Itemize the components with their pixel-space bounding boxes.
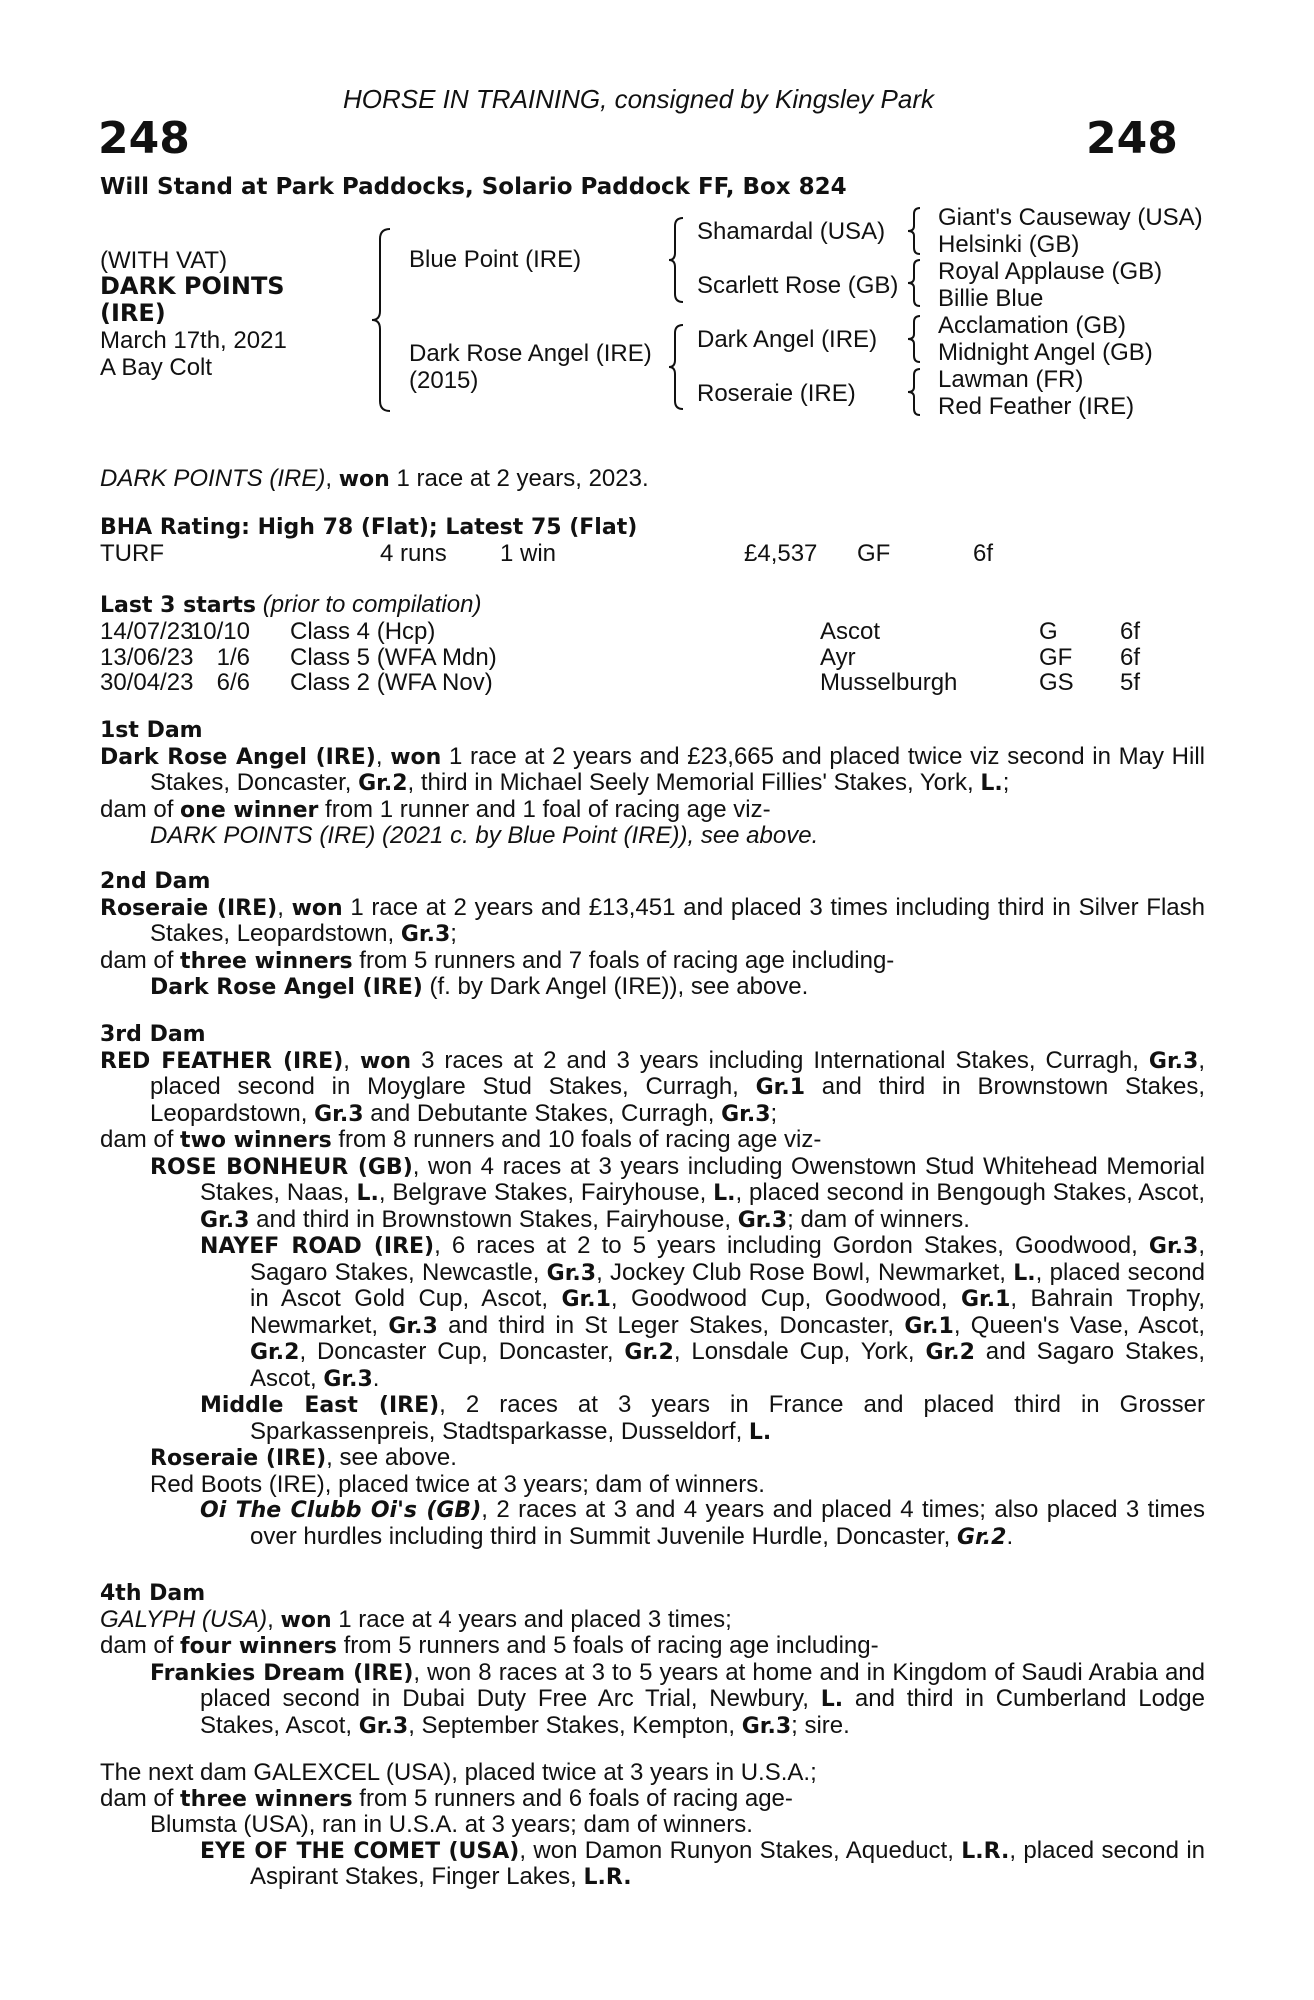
fourth-dam-produce: dam of four winners from 5 runners and 5 foals of racing age including- (100, 1632, 879, 1659)
pedigree-sdd: Billie Blue (938, 285, 1044, 312)
pedigree-brace-1 (370, 225, 400, 415)
first-dam-record: Dark Rose Angel (IRE), won 1 race at 2 years and £23,665 and placed twice viz second in May Hill Stakes, Doncaster, Gr.2, third in Michael Seely Memorial Fillies' Stakes, York, L.; (100, 742, 1205, 796)
offspring-middle-east: Middle East (IRE), 2 races at 3 years in France and placed third in Grosser Sparkassenpreis, Stadtsparkasse, Dusseldorf, L. (200, 1391, 1206, 1445)
start-position: 6/6 (216, 669, 250, 696)
start-course: Ascot (820, 618, 881, 645)
pedigree-dss: Acclamation (GB) (938, 312, 1127, 339)
pedigree-sire-sire: Shamardal (USA) (697, 218, 886, 245)
record-going: GF (857, 540, 891, 567)
first-dam-section (100, 718, 1205, 849)
first-dam-won: won (390, 744, 442, 770)
grade-label: Gr.2 (358, 771, 408, 796)
start-class: Class 5 (WFA Mdn) (290, 643, 497, 671)
second-dam-name: Roseraie (IRE) (100, 895, 278, 921)
start-date: 30/04/23 (100, 669, 194, 696)
start-class: Class 2 (WFA Nov) (290, 669, 493, 696)
next-dam-produce: dam of three winners from 5 runners and 6 foals of racing age- (100, 1784, 793, 1812)
start-position: 1/6 (216, 643, 250, 671)
offspring-blumsta: Blumsta (USA), ran in U.S.A. at 3 years; dam of winners. (150, 1811, 753, 1838)
bha-rating: BHA Rating: High 78 (Flat); Latest 75 (Flat) (100, 515, 638, 540)
pedigree-dsd: Midnight Angel (GB) (938, 339, 1153, 366)
pedigree-dam: Dark Rose Angel (IRE) (409, 340, 652, 367)
turf-record (100, 540, 1210, 568)
pedigree-brace-2 (667, 215, 691, 305)
offspring-frankies-dream: Frankies Dream (IRE), won 8 races at 3 to 5 years at home and in Kingdom of Saudi Arabia and placed second in Dubai Duty Free Arc Trial, Newbury, L. and third in Cumberland Lodge Stakes, Ascot, Gr.3, September Stakes, Kempton, Gr.3; sire. (150, 1658, 1205, 1739)
record-wins: 1 win (500, 540, 557, 567)
fourth-dam-record: GALYPH (USA), won 1 race at 4 years and placed 3 times; (100, 1605, 732, 1633)
pedigree-dam-year: (2015) (409, 367, 479, 394)
pedigree-dam-sire: Dark Angel (IRE) (697, 326, 878, 353)
start-date: 14/07/23 (100, 618, 194, 645)
foaling-date: March 17th, 2021 (100, 327, 287, 354)
first-dam-heading: 1st Dam (100, 718, 203, 743)
second-dam-produce: dam of three winners from 5 runners and 7 foals of racing age including- (100, 946, 895, 974)
last-starts-note: (prior to compilation) (262, 591, 482, 618)
start-going: G (1039, 618, 1058, 645)
first-dam-name: Dark Rose Angel (IRE) (100, 744, 376, 770)
pedigree-ddd: Red Feather (IRE) (938, 393, 1135, 420)
pedigree-brace-7 (906, 367, 928, 417)
next-dam-record: The next dam GALEXCEL (USA), placed twice at 3 years in U.S.A.; (100, 1759, 817, 1786)
fourth-dam-name: GALYPH (USA) (100, 1605, 268, 1633)
record-prize: £4,537 (744, 540, 818, 567)
pedigree-ssd: Helsinki (GB) (938, 231, 1080, 258)
catalogue-subtitle: HORSE IN TRAINING, consigned by Kingsley Park (343, 84, 934, 114)
lot-number-left: 248 (98, 113, 190, 164)
record-distance: 6f (973, 540, 994, 567)
offspring-rose-bonheur: ROSE BONHEUR (GB), won 4 races at 3 years including Owenstown Stud Whitehead Memorial Stakes, Naas, L., Belgrave Stakes, Fairyhouse, L., placed second in Bengough Stakes, Ascot, Gr.3 and third in Brownstown Stakes, Fairyhouse, Gr.3; dam of winners. (150, 1152, 1206, 1233)
pedigree-brace-4 (906, 206, 928, 256)
third-dam-section (100, 1022, 1205, 1550)
fourth-dam-heading: 4th Dam (100, 1581, 206, 1606)
offspring-red-boots: Red Boots (IRE), placed twice at 3 years; dam of winners. (150, 1470, 765, 1498)
third-dam-name: RED FEATHER (IRE) (100, 1048, 344, 1074)
pedigree-brace-5 (906, 258, 928, 308)
start-date: 13/06/23 (100, 643, 194, 671)
third-dam-heading: 3rd Dam (100, 1022, 206, 1047)
offspring-oi-the-clubb: Oi The Clubb Oi's (GB), 2 races at 3 and 4 years and placed 4 times; also placed 3 times over hurdles including third in Summit Juvenile Hurdle, Doncaster, Gr.2. (200, 1496, 1205, 1550)
lot-number-right: 248 (1086, 113, 1178, 164)
next-dam-section (100, 1760, 1205, 1891)
start-row (100, 669, 1210, 695)
horse-description: A Bay Colt (100, 354, 213, 381)
fourth-dam-section (100, 1581, 1205, 1739)
race-summary: DARK POINTS (IRE), won 1 race at 2 years, 2023. (100, 465, 649, 492)
start-distance: 6f (1120, 618, 1141, 645)
start-row (100, 618, 1210, 644)
start-distance: 5f (1120, 669, 1141, 696)
record-surface: TURF (100, 540, 164, 567)
listed-label: L. (980, 771, 1003, 796)
stand-location: Will Stand at Park Paddocks, Solario Paddock FF, Box 824 (100, 174, 847, 200)
offspring-nayef-road: NAYEF ROAD (IRE), 6 races at 2 to 5 years including Gordon Stakes, Goodwood, Gr.3, Sagaro Stakes, Newcastle, Gr.3, Jockey Club Rose Bowl, Newmarket, L., placed second in Ascot Gold Cup, Ascot, Gr.1, Goodwood Cup, Goodwood, Gr.1, Bahrain Trophy, Newmarket, Gr.3 and third in St Leger Stakes, Doncaster, Gr.1, Queen's Vase, Ascot, Gr.2, Doncaster Cup, Doncaster, Gr.2, Lonsdale Cup, York, Gr.2 and Sagaro Stakes, Ascot, Gr.3. (200, 1232, 1206, 1392)
offspring-eye-of-the-comet: EYE OF THE COMET (USA), won Damon Runyon Stakes, Aqueduct, L.R., placed second in Aspirant Stakes, Finger Lakes, L.R. (200, 1836, 1206, 1890)
start-going: GS (1039, 669, 1074, 696)
start-position: 10/10 (189, 618, 250, 645)
offspring-roseraie: Roseraie (IRE), see above. (150, 1444, 457, 1471)
second-dam-record: Roseraie (IRE), won 1 race at 2 years and £13,451 and placed 3 times including third in Silver Flash Stakes, Leopardstown, Gr.3; (100, 893, 1205, 947)
last-starts-heading (100, 592, 481, 617)
horse-name: DARK POINTS (100, 272, 285, 300)
pedigree-dam-dam: Roseraie (IRE) (697, 380, 856, 407)
start-class: Class 4 (Hcp) (290, 618, 436, 645)
start-row (100, 644, 1210, 670)
pedigree-dds: Lawman (FR) (938, 366, 1084, 393)
second-dam-section (100, 869, 1205, 1001)
vat-note: (WITH VAT) (100, 247, 228, 274)
pedigree-sire-dam: Scarlett Rose (GB) (697, 272, 899, 299)
pedigree-brace-6 (906, 314, 928, 364)
summary-won: won (338, 467, 390, 492)
pedigree-sds: Royal Applause (GB) (938, 258, 1163, 285)
second-dam-heading: 2nd Dam (100, 869, 211, 894)
third-dam-record: RED FEATHER (IRE), won 3 races at 2 and 3 years including International Stakes, Curragh, Gr.3, placed second in Moyglare Stud Stakes, Curragh, Gr.1 and third in Brownstown Stakes, Leopardstown, Gr.3 and Debutante Stakes, Curragh, Gr.3; (100, 1046, 1206, 1127)
last-starts-title: Last 3 starts (100, 593, 257, 618)
record-runs: 4 runs (380, 540, 447, 567)
start-course: Ayr (820, 643, 856, 671)
pedigree-sss: Giant's Causeway (USA) (938, 204, 1203, 231)
pedigree-sire: Blue Point (IRE) (409, 246, 582, 273)
first-dam-produce: dam of one winner from 1 runner and 1 foal of racing age viz- (100, 795, 771, 823)
start-distance: 6f (1120, 643, 1141, 671)
start-course: Musselburgh (820, 669, 958, 696)
first-dam-offspring: DARK POINTS (IRE) (2021 c. by Blue Point (IRE)), see above. (150, 822, 819, 849)
summary-text: 1 race at 2 years, 2023. (389, 465, 649, 492)
pedigree-brace-3 (667, 322, 691, 412)
second-dam-offspring: Dark Rose Angel (IRE) (f. by Dark Angel (IRE)), see above. (150, 973, 809, 1000)
third-dam-produce: dam of two winners from 8 runners and 10 foals of racing age viz- (100, 1126, 822, 1153)
summary-horse-name: DARK POINTS (IRE) (100, 465, 326, 492)
start-going: GF (1039, 643, 1073, 671)
horse-name-suffix: (IRE) (100, 299, 166, 327)
